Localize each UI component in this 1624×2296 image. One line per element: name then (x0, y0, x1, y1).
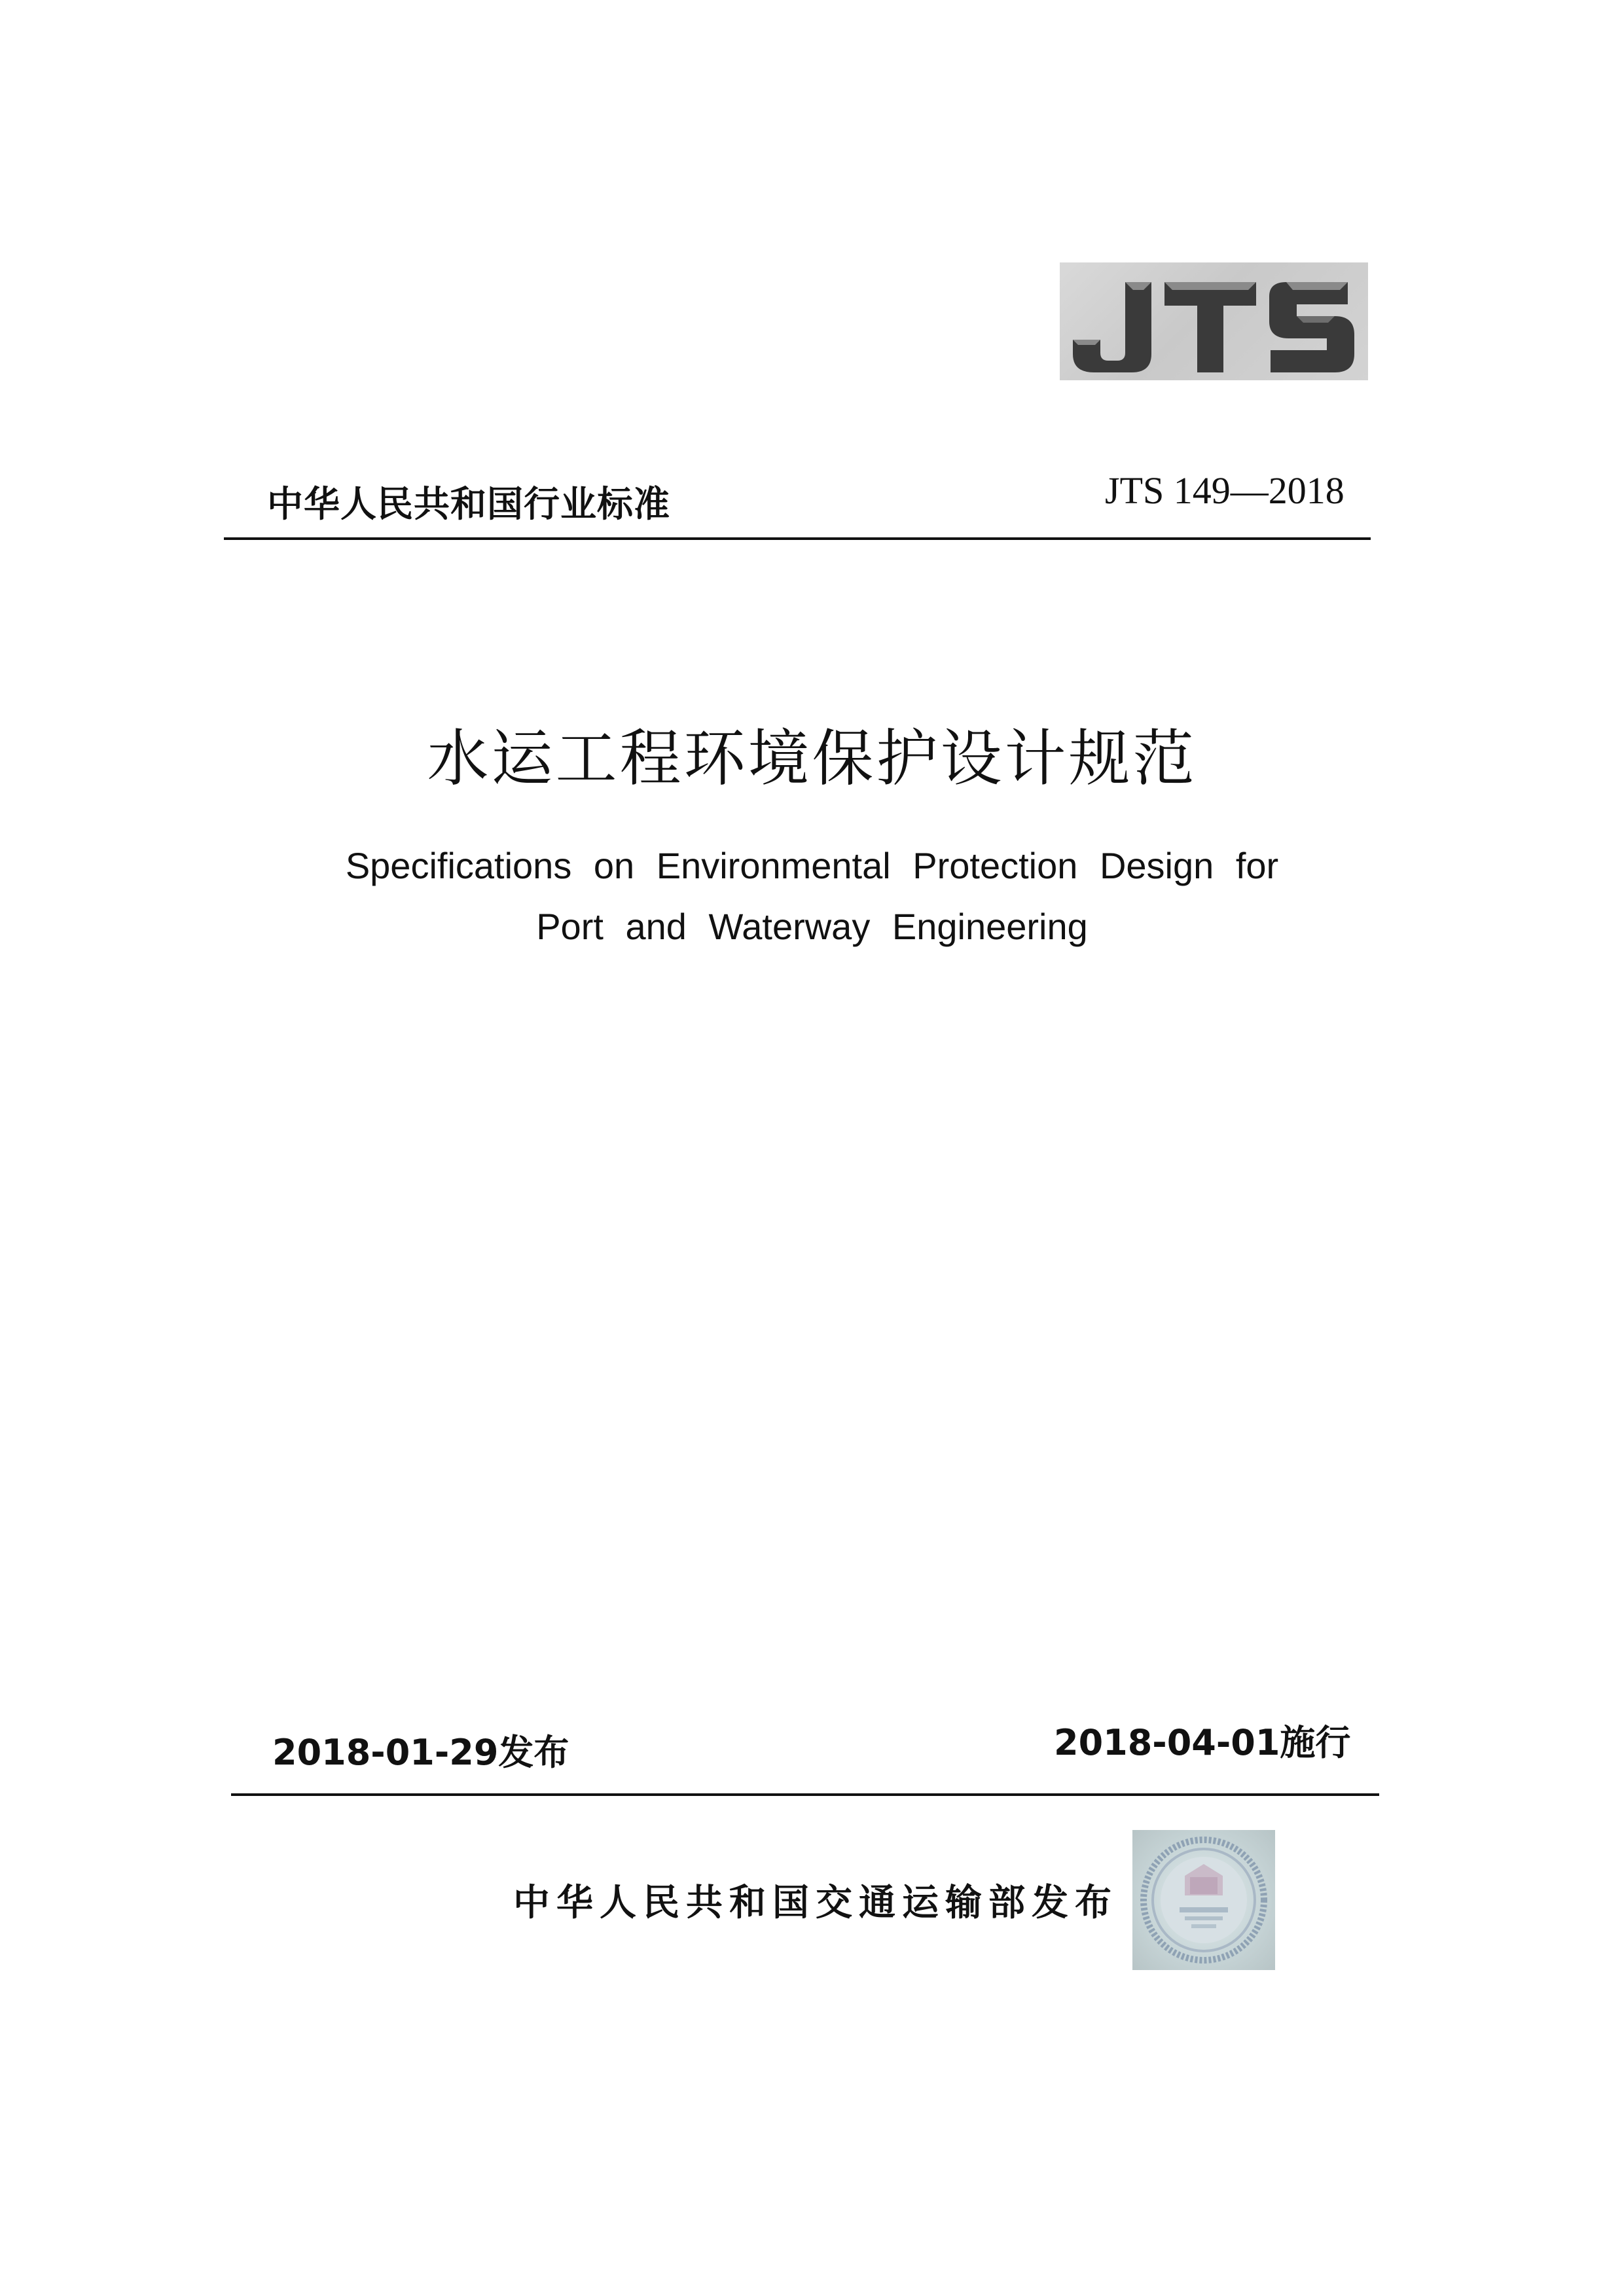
standard-number: JTS 149—2018 (1105, 469, 1344, 512)
effective-date: 2018-04-01施行 (1054, 1722, 1351, 1763)
standard-category: 中华人民共和国行业标准 (267, 483, 671, 525)
title-english-line1: Specifications on Environmental Protection Design for (345, 845, 1279, 886)
publisher: 中华人民共和国交通运输部发布 (513, 1882, 1118, 1924)
hologram-seal-icon (1132, 1830, 1275, 1970)
bottom-divider (231, 1793, 1379, 1796)
jts-logo (1060, 262, 1368, 380)
title-english-line2: Port and Waterway Engineering (536, 906, 1088, 947)
hologram-seal (1132, 1830, 1275, 1970)
issue-date: 2018-01-29发布 (272, 1732, 569, 1773)
jts-logo-icon (1060, 262, 1368, 380)
top-divider (224, 537, 1371, 540)
title-chinese: 水运工程环境保护设计规范 (427, 723, 1197, 795)
